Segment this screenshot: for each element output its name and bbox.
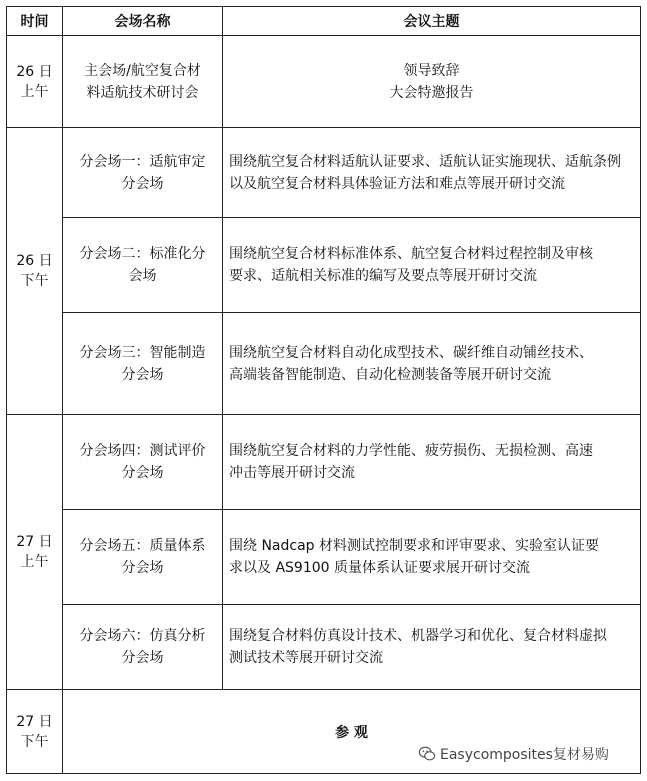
topic-line: 围绕航空复合材料自动化成型技术、碳纤维自动铺丝技术、 [229,344,593,361]
venue-cell [63,36,223,128]
time-cell [7,690,63,774]
time-half: 上午 [20,83,49,100]
visit-cell: 参 观 [63,690,641,774]
topic-cell [223,605,641,690]
time-cell [7,128,63,415]
topic-line: 围绕航空复合材料适航认证要求、适航认证实施现状、适航条例 [229,153,621,170]
table-row [7,605,641,690]
topic-line: 求以及 AS9100 质量体系认证要求展开研讨交流 [229,560,530,576]
topic-line: 冲击等展开研讨交流 [229,465,355,481]
time-day: 27 日 [16,713,53,730]
time-day: 26 日 [16,253,53,269]
topic-line: 以及航空复合材料具体验证方法和难点等展开研讨交流 [229,175,565,192]
time-cell [7,36,63,128]
venue-cell [63,128,223,218]
table-row [7,128,641,218]
venue-line: 分会场四：测试评价 [79,443,206,459]
venue-line: 分会场六：仿真分析 [79,628,206,644]
table-row [7,218,641,313]
topic-cell [223,128,641,218]
header-topic: 会议主题 [223,7,641,36]
time-half: 下午 [20,733,49,750]
table-row [7,313,641,415]
venue-cell [63,218,223,313]
topic-line: 围绕 Nadcap 材料测试控制要求和评审要求、实验室认证要 [229,538,600,554]
header-time: 时间 [7,7,63,36]
venue-line: 分会场二：标准化分 [79,246,206,262]
venue-cell [63,313,223,415]
topic-line: 大会特邀报告 [389,84,474,101]
venue-line: 分会场 [121,560,164,576]
topic-line: 要求、适航相关标准的编写及要点等展开研讨交流 [229,268,537,284]
venue-line: 分会场一：适航审定 [79,153,206,170]
time-day: 26 日 [16,63,53,80]
topic-line: 领导致辞 [403,62,460,79]
time-day: 27 日 [16,534,53,550]
venue-line: 料适航技术研讨会 [86,84,199,101]
venue-line: 会场 [128,268,157,284]
time-half: 下午 [20,273,49,289]
venue-cell [63,510,223,605]
table-row [7,36,641,128]
venue-line: 分会场 [121,650,164,666]
venue-line: 分会场 [121,366,164,383]
topic-cell [223,218,641,313]
table-row [7,415,641,510]
venue-line: 分会场三：智能制造 [79,344,206,361]
venue-cell [63,605,223,690]
venue-cell [63,415,223,510]
topic-line: 测试技术等展开研讨交流 [229,650,383,666]
topic-cell [223,415,641,510]
header-venue: 会场名称 [63,7,223,36]
topic-line: 围绕航空复合材料的力学性能、疲劳损伤、无损检测、高速 [229,443,593,459]
schedule-table [6,6,641,774]
topic-cell [223,36,641,128]
time-half: 上午 [20,554,49,570]
wechat-icon [418,745,436,763]
time-cell [7,415,63,690]
topic-line: 高端装备智能制造、自动化检测装备等展开研讨交流 [229,366,551,383]
venue-line: 分会场 [121,175,164,192]
venue-line: 分会场五：质量体系 [79,538,206,554]
watermark [418,744,609,764]
topic-line: 围绕复合材料仿真设计技术、机器学习和优化、复合材料虚拟 [229,628,607,644]
topic-cell [223,313,641,415]
venue-line: 主会场/航空复合材 [84,62,201,79]
topic-line: 围绕航空复合材料标准体系、航空复合材料过程控制及审核 [229,246,593,262]
topic-cell [223,510,641,605]
venue-line: 分会场 [121,465,164,481]
watermark-text: Easycomposites复材易购 [440,747,609,763]
header-row [7,7,641,36]
table-row [7,510,641,605]
